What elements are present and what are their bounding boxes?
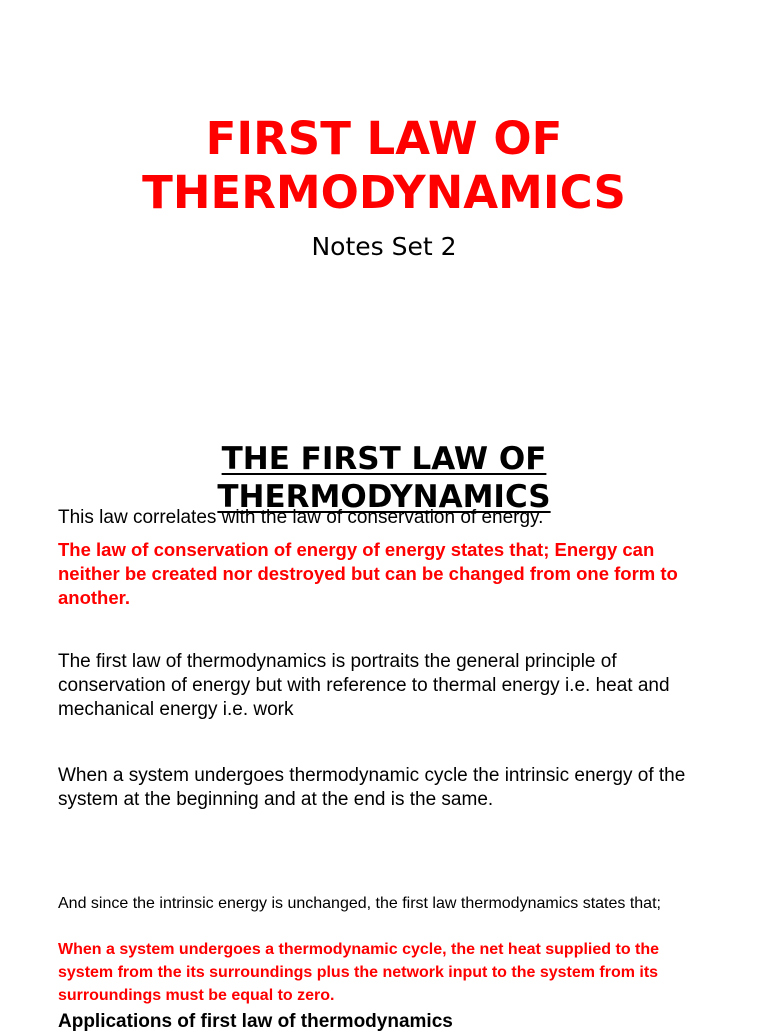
first-law-principle-paragraph: The first law of thermodynamics is portraits the general principle of conservation of energy but with reference to thermal energy i.e. heat and mechanical energy i.e. work	[58, 651, 670, 720]
section-title-line-2: THERMODYNAMICS	[217, 479, 551, 515]
since-paragraph: And since the intrinsic energy is unchanged, the first law thermodynamics states that;	[58, 895, 661, 912]
subtitle: Notes Set 2	[311, 232, 457, 261]
intro-paragraph: This law correlates with the law of conservation of energy.	[58, 507, 544, 528]
main-title-line-1: FIRST LAW OF	[205, 112, 563, 165]
conservation-law-paragraph: The law of conservation of energy of energy states that; Energy can neither be created nor destroyed but can be changed from one form to another.	[58, 539, 678, 608]
main-title	[0, 112, 768, 220]
applications-heading: Applications of first law of thermodynamics	[58, 1011, 453, 1032]
section-title-line-1: THE FIRST LAW OF	[221, 441, 547, 477]
law-statement-paragraph: When a system undergoes a thermodynamic cycle, the net heat supplied to the system from the its surroundings plus the network input to the system from its surroundings must be equal to zero.	[58, 941, 660, 1004]
section-title	[0, 440, 768, 516]
cycle-paragraph: When a system undergoes thermodynamic cycle the intrinsic energy of the system at the beginning and at the end is the same.	[58, 765, 686, 810]
main-title-line-2: THERMODYNAMICS	[142, 166, 626, 219]
